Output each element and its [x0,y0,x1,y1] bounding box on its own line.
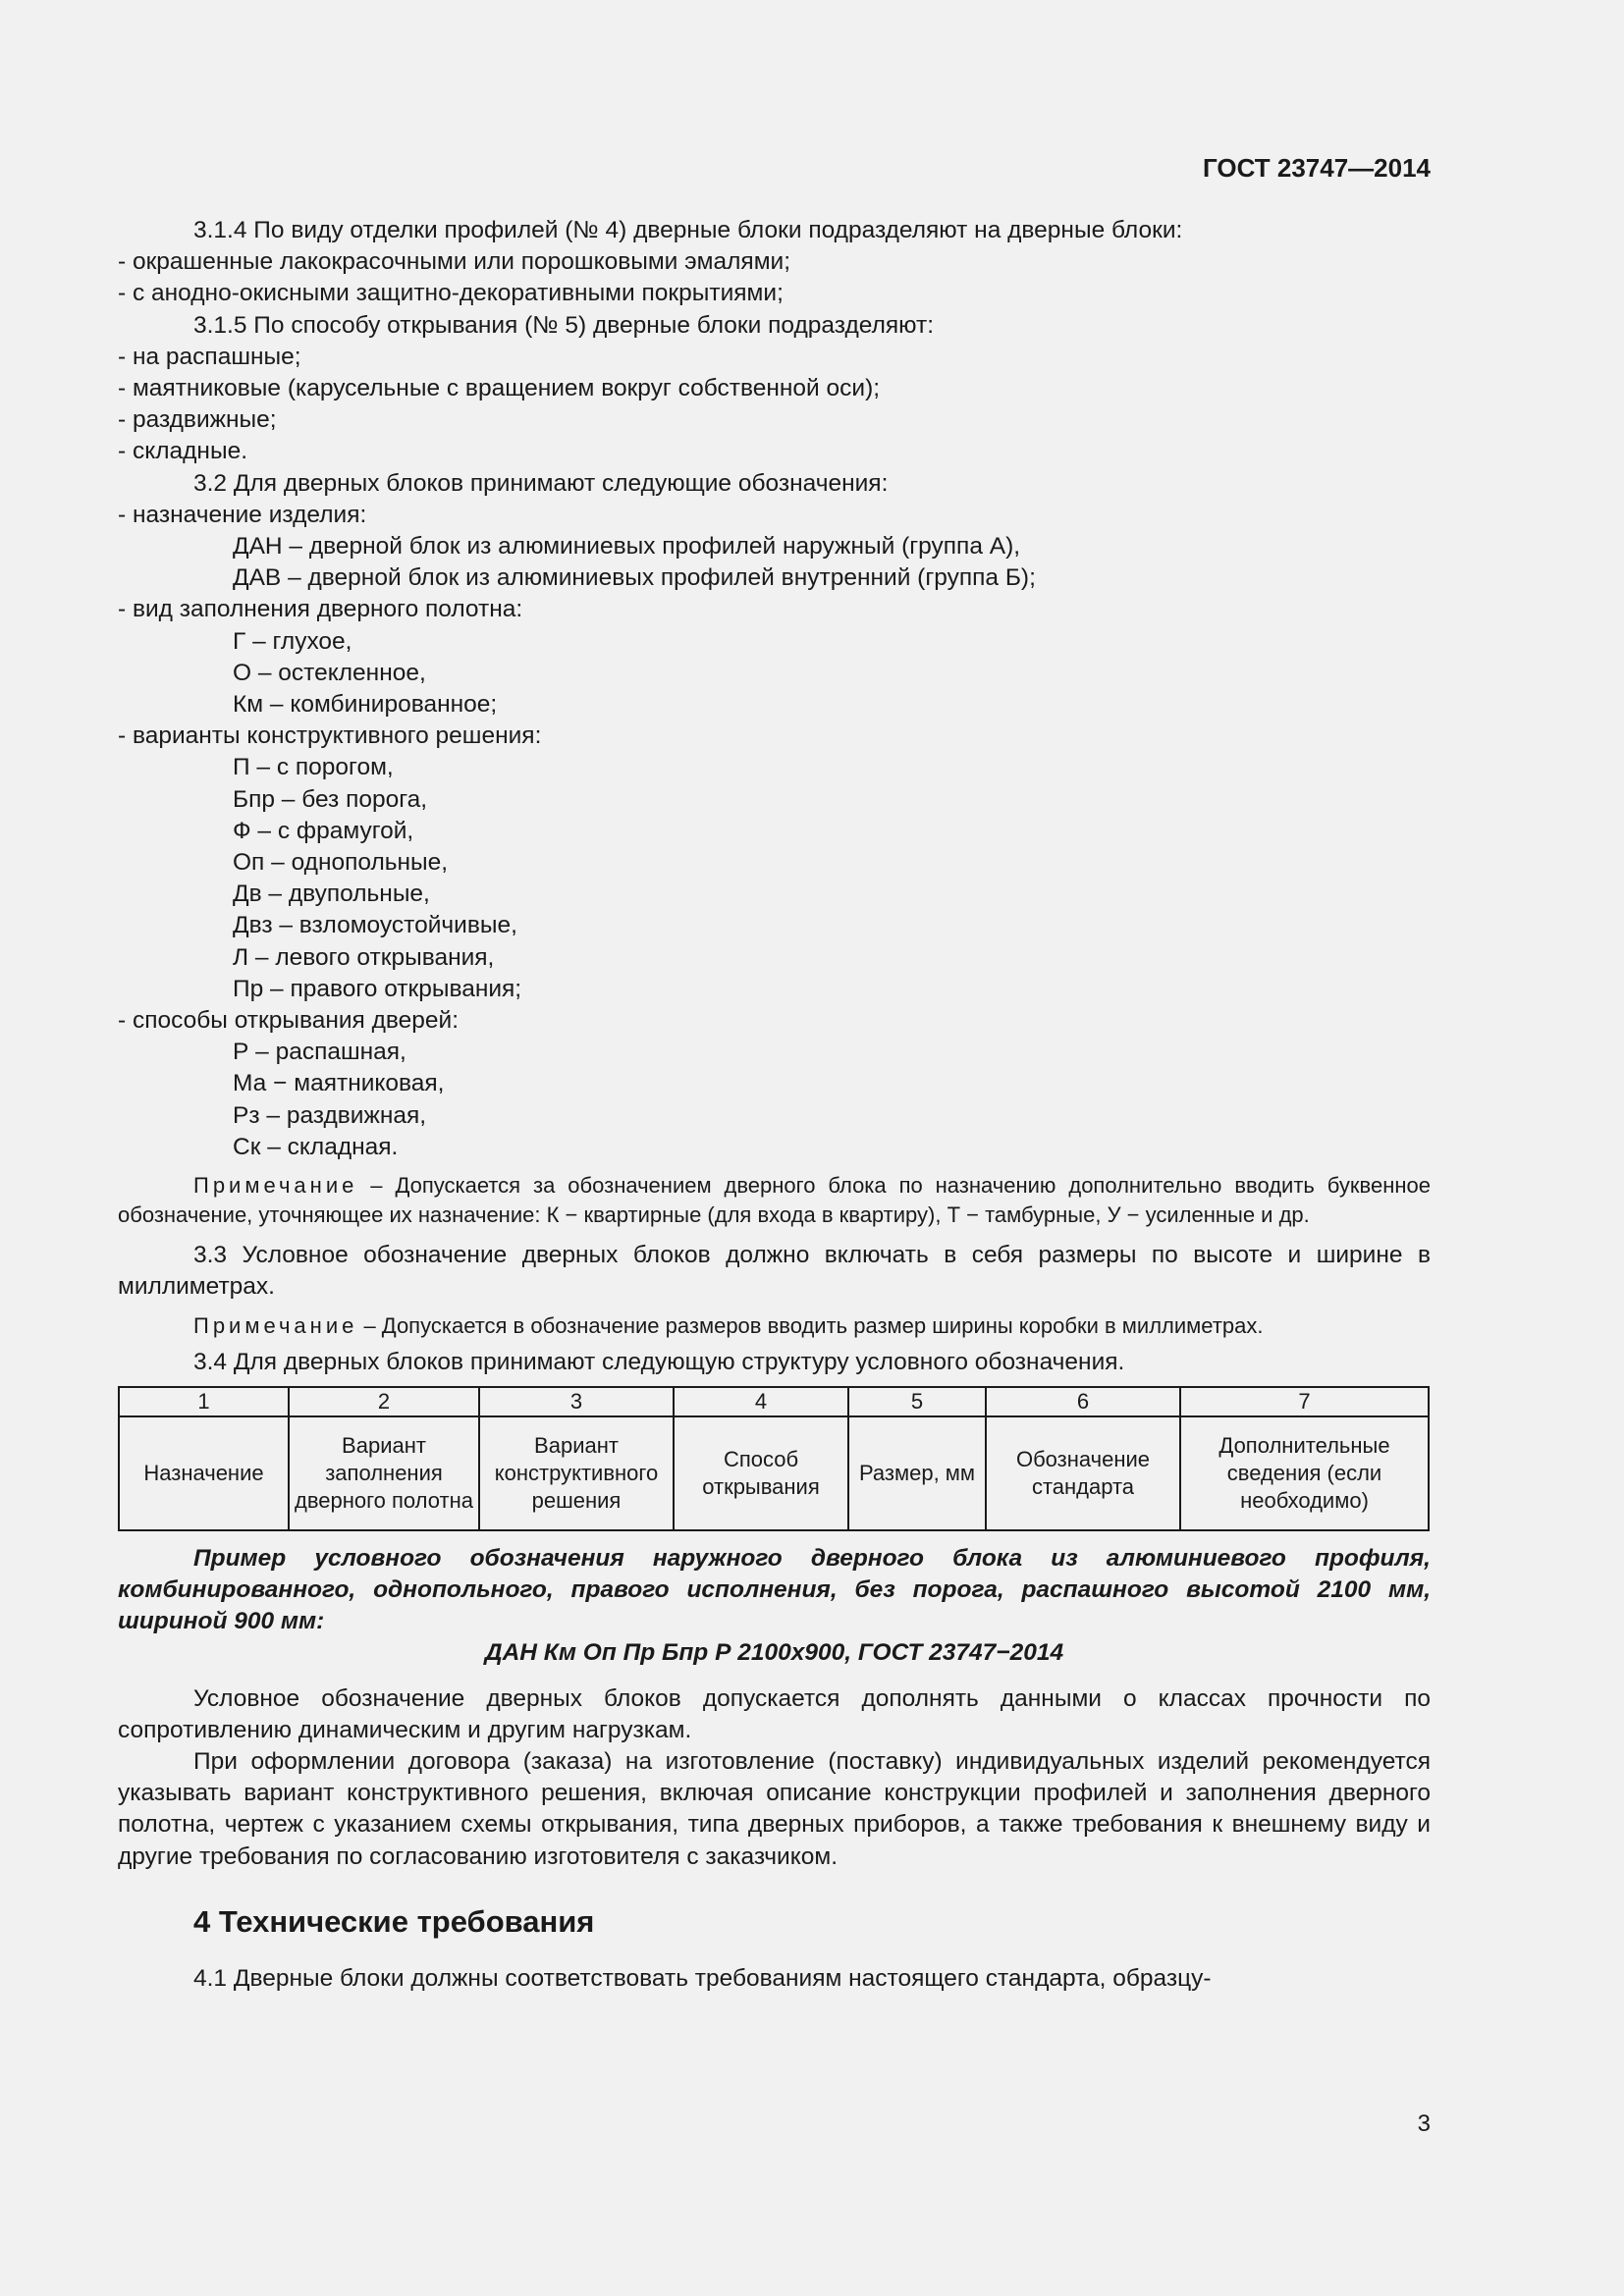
list-item: - окрашенные лакокрасочными или порошковыми эмалями; [118,248,791,276]
note-text: – Допускается в обозначение размеров вводить размер ширины коробки в миллиметрах. [357,1312,1264,1338]
designation-item: Пр – правого открывания; [233,975,522,1002]
table-cell: 2 [289,1387,479,1416]
list-item: - вид заполнения дверного полотна: [118,596,523,623]
list-item: - с анодно-окисными защитно-декоративными покрытиями; [118,280,784,307]
table-cell: 6 [986,1387,1180,1416]
table-cell: Обозначение стандарта [986,1416,1180,1530]
clause-4-1: 4.1 Дверные блоки должны соответствовать требованиям настоящего стандарта, образцу- [193,1964,1212,1992]
table-cell: 3 [479,1387,674,1416]
table-cell: Назначение [119,1416,289,1530]
designation-example: Пример условного обозначения наружного дверного блока из алюминиевого профиля, комбинированного, однопольного, правого исполнения, без порога, распашного высотой 2100 мм, шириной 900 мм: [118,1544,1431,1635]
designation-item: Бпр – без порога, [233,785,428,813]
table-cell: 4 [674,1387,848,1416]
designation-example-code: ДАН Км Оп Пр Бпр Р 2100х900, ГОСТ 23747−2014 [484,1639,1064,1667]
designation-item: Дв – двупольные, [233,881,430,908]
list-item: - варианты конструктивного решения: [118,722,542,750]
designation-structure-table [118,1386,1430,1531]
section-title: 4 Технические требования [193,1903,595,1939]
document-body [118,215,1431,1995]
clause-3-4: 3.4 Для дверных блоков принимают следующую структуру условного обозначения. [193,1348,1125,1375]
designation-item: Г – глухое, [233,627,352,655]
table-cell: 1 [119,1387,289,1416]
designation-item: ДАН – дверной блок из алюминиевых профилей наружный (группа А), [233,533,1021,561]
designation-item: Л – левого открывания, [233,943,495,971]
clause-3-1-4: 3.1.4 По виду отделки профилей (№ 4) дверные блоки подразделяют на дверные блоки: [193,217,1183,243]
list-item: - на распашные; [118,343,301,370]
paragraph: Условное обозначение дверных блоков допускается дополнять данными о классах прочности по сопротивлению динамическим и другим нагрузкам. [118,1684,1431,1743]
designation-item: Км – комбинированное; [233,691,498,719]
note-text: – Допускается за обозначением дверного блока по назначению дополнительно вводить буквенное обозначение, уточняющее их назначение: К − квартирные (для входа в квартиру), Т − тамбурные, У − усиленные и др. [118,1173,1431,1228]
list-item: - складные. [118,438,247,465]
table-row [119,1387,1429,1416]
paragraph: При оформлении договора (заказа) на изготовление (поставку) индивидуальных изделий рекомендуется указывать вариант конструктивного решения, включая описание конструкции профилей и заполнения дверного полотна, чертеж с указанием схемы открывания, типа дверных приборов, а также требования к внешнему виду и другие требования по согласованию изготовителя с заказчиком. [118,1747,1431,1870]
designation-item: Ск – складная. [233,1133,399,1160]
document-header: ГОСТ 23747—2014 [1203,153,1431,183]
note-label: Примечание [193,1312,358,1338]
designation-item: Ф – с фрамугой, [233,817,414,844]
list-item: - назначение изделия: [118,501,367,528]
designation-item: Двз – взломоустойчивые, [233,912,517,939]
note-2 [118,1311,1431,1341]
designation-item: Оп – однопольные, [233,849,449,877]
list-item: - способы открывания дверей: [118,1007,460,1035]
list-item: - раздвижные; [118,406,277,434]
designation-item: П – с порогом, [233,754,394,781]
list-item: - маятниковые (карусельные с вращением вокруг собственной оси); [118,375,881,402]
note-label: Примечание [193,1173,358,1199]
designation-item: Рз – раздвижная, [233,1101,427,1129]
table-cell: Вариант конструктивного решения [479,1416,674,1530]
table-cell: 7 [1180,1387,1429,1416]
table-cell: Вариант заполнения дверного полотна [289,1416,479,1530]
table-cell: Дополнительные сведения (если необходимо) [1180,1416,1429,1530]
table-cell: Размер, мм [848,1416,986,1530]
designation-item: О – остекленное, [233,659,426,686]
clause-3-3: 3.3 Условное обозначение дверных блоков должно включать в себя размеры по высоте и ширине в миллиметрах. [118,1242,1431,1301]
note-1 [118,1171,1431,1230]
table-row [119,1416,1429,1530]
designation-item: ДАВ – дверной блок из алюминиевых профилей внутренний (группа Б); [233,564,1036,592]
designation-item: Р – распашная, [233,1039,406,1066]
clause-3-1-5: 3.1.5 По способу открывания (№ 5) дверные блоки подразделяют: [193,311,934,339]
designation-item: Ма − маятниковая, [233,1070,445,1097]
clause-3-2: 3.2 Для дверных блоков принимают следующие обозначения: [193,469,889,497]
table-cell: Способ открывания [674,1416,848,1530]
page-number: 3 [1417,2110,1431,2137]
table-cell: 5 [848,1387,986,1416]
